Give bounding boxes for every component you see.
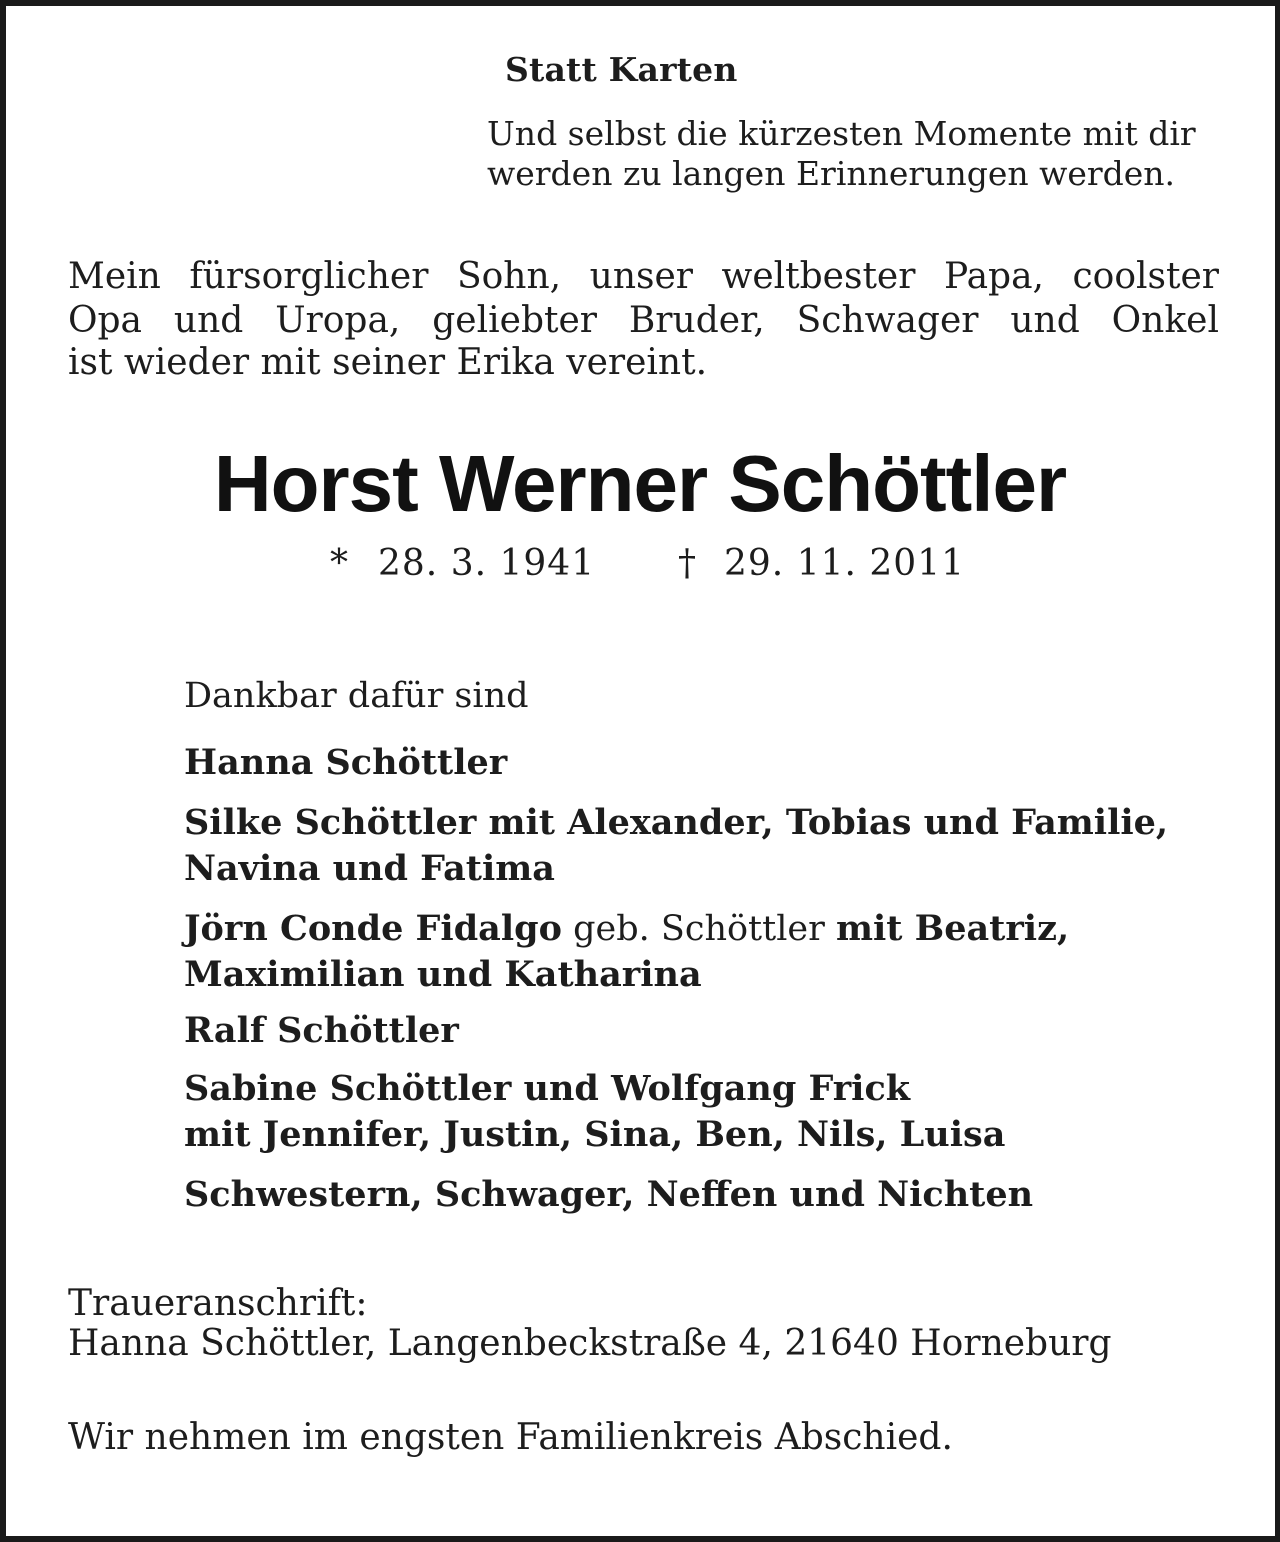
- intro-line-2: Opa und Uropa, geliebter Bruder, Schwager und Onkel: [68, 300, 1219, 341]
- motto-line-1: Und selbst die kürzesten Momente mit dir: [487, 114, 1196, 153]
- mourner-5-line-1: Sabine Schöttler und Wolfgang Frick: [184, 1068, 911, 1109]
- mourner-3-line-2: Maximilian und Katharina: [184, 954, 702, 995]
- mourners-intro: Dankbar dafür sind: [184, 676, 529, 716]
- header-title: Statt Karten: [505, 50, 738, 89]
- mourner-2-line-2: Navina und Fatima: [184, 848, 555, 889]
- mourner-4-line-1: Ralf Schöttler: [184, 1010, 459, 1051]
- motto-line-2: werden zu langen Erinnerungen werden.: [487, 154, 1176, 193]
- mourner-5-line-2: mit Jennifer, Justin, Sina, Ben, Nils, Luisa: [184, 1114, 1006, 1155]
- intro-line-3: ist wieder mit seiner Erika vereint.: [68, 342, 708, 383]
- closing-text: Wir nehmen im engsten Familienkreis Abschied.: [68, 1417, 953, 1458]
- death-date: 29. 11. 2011: [724, 543, 966, 584]
- intro-line-1: Mein fürsorglicher Sohn, unser weltbester Papa, coolster: [68, 256, 1219, 297]
- mourner-6-line-1: Schwestern, Schwager, Neffen und Nichten: [184, 1174, 1034, 1215]
- address-line: Hanna Schöttler, Langenbeckstraße 4, 21640 Horneburg: [68, 1323, 1112, 1364]
- birth-symbol: *: [330, 543, 349, 584]
- mourner-1-line-1: Hanna Schöttler: [184, 742, 508, 783]
- deceased-name: Horst Werner Schöttler: [213, 439, 1067, 528]
- address-label: Traueranschrift:: [68, 1283, 368, 1324]
- mourner-3-name: Jörn Conde Fidalgo: [184, 908, 562, 949]
- death-symbol: †: [678, 543, 697, 584]
- mourner-3-line-1: [184, 906, 1069, 952]
- mourner-2-line-1: Silke Schöttler mit Alexander, Tobias und Familie,: [184, 802, 1169, 843]
- birth-date: 28. 3. 1941: [378, 543, 596, 584]
- mourner-3-family: mit Beatriz,: [835, 908, 1070, 949]
- mourner-3-birth-name: geb. Schöttler: [561, 909, 836, 949]
